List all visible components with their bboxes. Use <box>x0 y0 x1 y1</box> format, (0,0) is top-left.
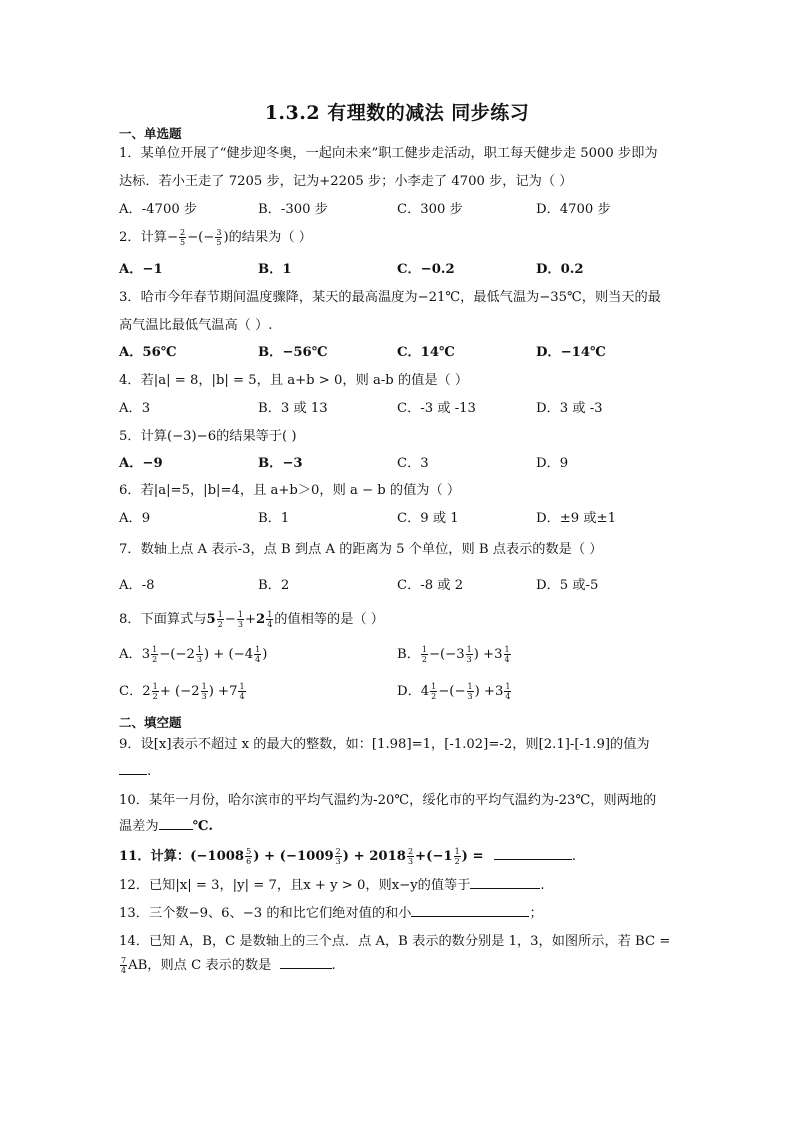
question-1-options <box>119 198 679 218</box>
option-d[interactable]: D．−14℃ <box>536 345 606 360</box>
fraction: $\frac{1}{4}$ <box>504 645 510 664</box>
fraction: $\frac{1}{4}$ <box>255 645 261 664</box>
option-d[interactable]: D．9 <box>536 456 569 471</box>
question-13-line: 13．三个数−9、6、−3 的和比它们绝对值的和小 ； <box>119 902 543 921</box>
question-14-line-1: 14．已知 A，B，C 是数轴上的三个点．点 A，B 表示的数分别是 1，3，如图所示，若 BC = <box>119 934 671 949</box>
question-7-line: 7．数轴上点 A 表示-3，点 B 到点 A 的距离为 5 个单位，则 B 点表示的数是（ ） <box>119 542 603 557</box>
option-a[interactable]: A．9 <box>119 511 151 526</box>
fraction: $\frac{1}{3}$ <box>201 682 207 701</box>
fraction: $\frac{1}{3}$ <box>196 645 202 664</box>
question-5-line: 5．计算(−3)−6的结果等于( ) <box>119 429 297 444</box>
option-b[interactable]: B．1 <box>258 262 292 277</box>
question-8-options-row-1 <box>119 643 679 665</box>
fraction: $\frac{2}{3}$ <box>335 847 341 866</box>
question-3-line-1: 3．哈市今年春节期间温度骤降，某天的最高温度为−21℃，最低气温为−35℃，则当天的最 <box>119 290 661 305</box>
section-heading-fill-blank: 二、填空题 <box>119 715 182 730</box>
option-c[interactable]: C．9 或 1 <box>397 511 459 526</box>
question-1-line-1: 1．某单位开展了“健步迎冬奥，一起向未来”职工健步走活动，职工每天健步走 5000 步即为 <box>119 146 658 161</box>
option-d[interactable]: D．3 或 -3 <box>536 401 603 416</box>
option-a[interactable]: A．3 $\frac{1}{2}$ −(−2 $\frac{1}{3}$ ) + (−4 $\frac{1}{4}$ ) <box>119 645 268 664</box>
question-1-line-2: 达标．若小王走了 7205 步，记为+2205 步；小李走了 4700 步，记为（ ） <box>119 174 573 189</box>
option-a[interactable]: A．−1 <box>119 262 163 277</box>
fraction: $\frac{2}{5}$ <box>180 228 186 247</box>
fraction: $\frac{1}{3}$ <box>466 645 472 664</box>
answer-blank[interactable] <box>280 954 332 969</box>
answer-blank[interactable] <box>411 902 529 917</box>
option-a[interactable]: A．-8 <box>119 578 155 593</box>
fraction: $\frac{3}{5}$ <box>216 228 222 247</box>
option-c[interactable]: C．-8 或 2 <box>397 578 464 593</box>
option-b[interactable]: B．−3 <box>258 456 303 471</box>
question-4-options <box>119 397 679 417</box>
fraction: $\frac{1}{2}$ <box>152 645 158 664</box>
question-11-line: 11．计算：(−1008 $\frac{5}{6}$ ) + (−1009 $\frac{2}{3}$ ) + 2018 $\frac{2}{3}$ +(−1 $\frac{1}{2}$ ) = . <box>119 847 576 866</box>
option-c[interactable]: C．3 <box>397 456 429 471</box>
fraction: $\frac{1}{2}$ <box>454 847 460 866</box>
option-d[interactable]: D．0.2 <box>536 262 584 277</box>
option-a[interactable]: A．56℃ <box>119 345 177 360</box>
question-14-line-2: $\frac{7}{4}$ AB，则点 C 表示的数是 . <box>121 956 336 975</box>
question-3-options <box>119 341 679 361</box>
question-6-line: 6．若|a|=5，|b|=4，且 a+b＞0，则 a − b 的值为（ ） <box>119 483 461 498</box>
option-b[interactable]: B． $\frac{1}{2}$ −(−3 $\frac{1}{3}$ ) +3 $\frac{1}{4}$ <box>397 645 510 664</box>
fraction: $\frac{1}{2}$ <box>152 682 158 701</box>
option-a[interactable]: A．3 <box>119 401 151 416</box>
question-3-line-2: 高气温比最低气温高（ ）. <box>119 318 273 333</box>
fraction: $\frac{1}{4}$ <box>239 682 245 701</box>
answer-blank[interactable] <box>494 845 572 860</box>
fraction: $\frac{1}{4}$ <box>505 682 511 701</box>
question-4-line: 4．若|a| = 8，|b| = 5，且 a+b > 0，则 a-b 的值是（ ） <box>119 373 469 388</box>
question-5-options <box>119 452 679 472</box>
question-7-options <box>119 574 679 594</box>
option-c[interactable]: C．2 $\frac{1}{2}$ + (−2 $\frac{1}{3}$ ) +7 $\frac{1}{4}$ <box>119 682 245 701</box>
fraction: $\frac{1}{3}$ <box>237 610 243 629</box>
question-8-line: 8．下面算式与5 $\frac{1}{2}$ − $\frac{1}{3}$ +2 $\frac{1}{4}$ 的值相等的是（ ） <box>119 610 384 629</box>
option-b[interactable]: B．1 <box>258 511 290 526</box>
option-d[interactable]: D．5 或-5 <box>536 578 599 593</box>
option-a[interactable]: A．−9 <box>119 456 163 471</box>
fraction: $\frac{1}{2}$ <box>421 645 427 664</box>
fraction: $\frac{5}{6}$ <box>246 847 252 866</box>
option-b[interactable]: B．-300 步 <box>258 202 328 217</box>
option-c[interactable]: C．14℃ <box>397 345 455 360</box>
option-c[interactable]: C．−0.2 <box>397 262 455 277</box>
question-9-line-1: 9．设[x]表示不超过 x 的最大的整数，如：[1.98]=1，[-1.02]=-2，则[2.1]-[-1.9]的值为 <box>119 737 650 752</box>
fraction: $\frac{1}{2}$ <box>217 610 223 629</box>
option-d[interactable]: D．4 $\frac{1}{2}$ −(− $\frac{1}{3}$ ) +3 $\frac{1}{4}$ <box>397 682 511 701</box>
page-title: 1.3.2 有理数的减法 同步练习 <box>264 102 530 124</box>
question-8-options-row-2 <box>119 680 679 702</box>
fraction: $\frac{7}{4}$ <box>121 956 127 975</box>
fraction: $\frac{2}{3}$ <box>407 847 414 866</box>
answer-blank[interactable] <box>159 815 193 830</box>
question-2-line: 2．计算− $\frac{2}{5}$ −(− $\frac{3}{5}$ )的结果为（ ） <box>119 228 312 247</box>
question-12-line: 12．已知|x| = 3，|y| = 7，且x + y > 0，则x−y的值等于 . <box>119 874 545 893</box>
option-d[interactable]: D．4700 步 <box>536 202 611 217</box>
option-b[interactable]: B．2 <box>258 578 290 593</box>
option-b[interactable]: B．3 或 13 <box>258 401 328 416</box>
question-6-options <box>119 507 679 527</box>
option-c[interactable]: C．-3 或 -13 <box>397 401 476 416</box>
fraction: $\frac{1}{2}$ <box>431 682 437 701</box>
answer-blank[interactable] <box>119 760 147 775</box>
question-9-line-2: . <box>119 760 151 779</box>
question-10-line-2: 温差为 ℃. <box>119 815 213 834</box>
answer-blank[interactable] <box>470 874 540 889</box>
option-b[interactable]: B．−56℃ <box>258 345 328 360</box>
fraction: $\frac{1}{4}$ <box>267 610 273 629</box>
section-heading-single-choice: 一、单选题 <box>119 126 182 141</box>
fraction: $\frac{1}{3}$ <box>467 682 473 701</box>
question-2-options <box>119 258 679 278</box>
option-d[interactable]: D．±9 或±1 <box>536 511 617 526</box>
option-c[interactable]: C．300 步 <box>397 202 463 217</box>
question-10-line-1: 10．某年一月份，哈尔滨市的平均气温约为-20℃，绥化市的平均气温约为-23℃，则两地的 <box>119 793 657 808</box>
option-a[interactable]: A．-4700 步 <box>119 202 198 217</box>
